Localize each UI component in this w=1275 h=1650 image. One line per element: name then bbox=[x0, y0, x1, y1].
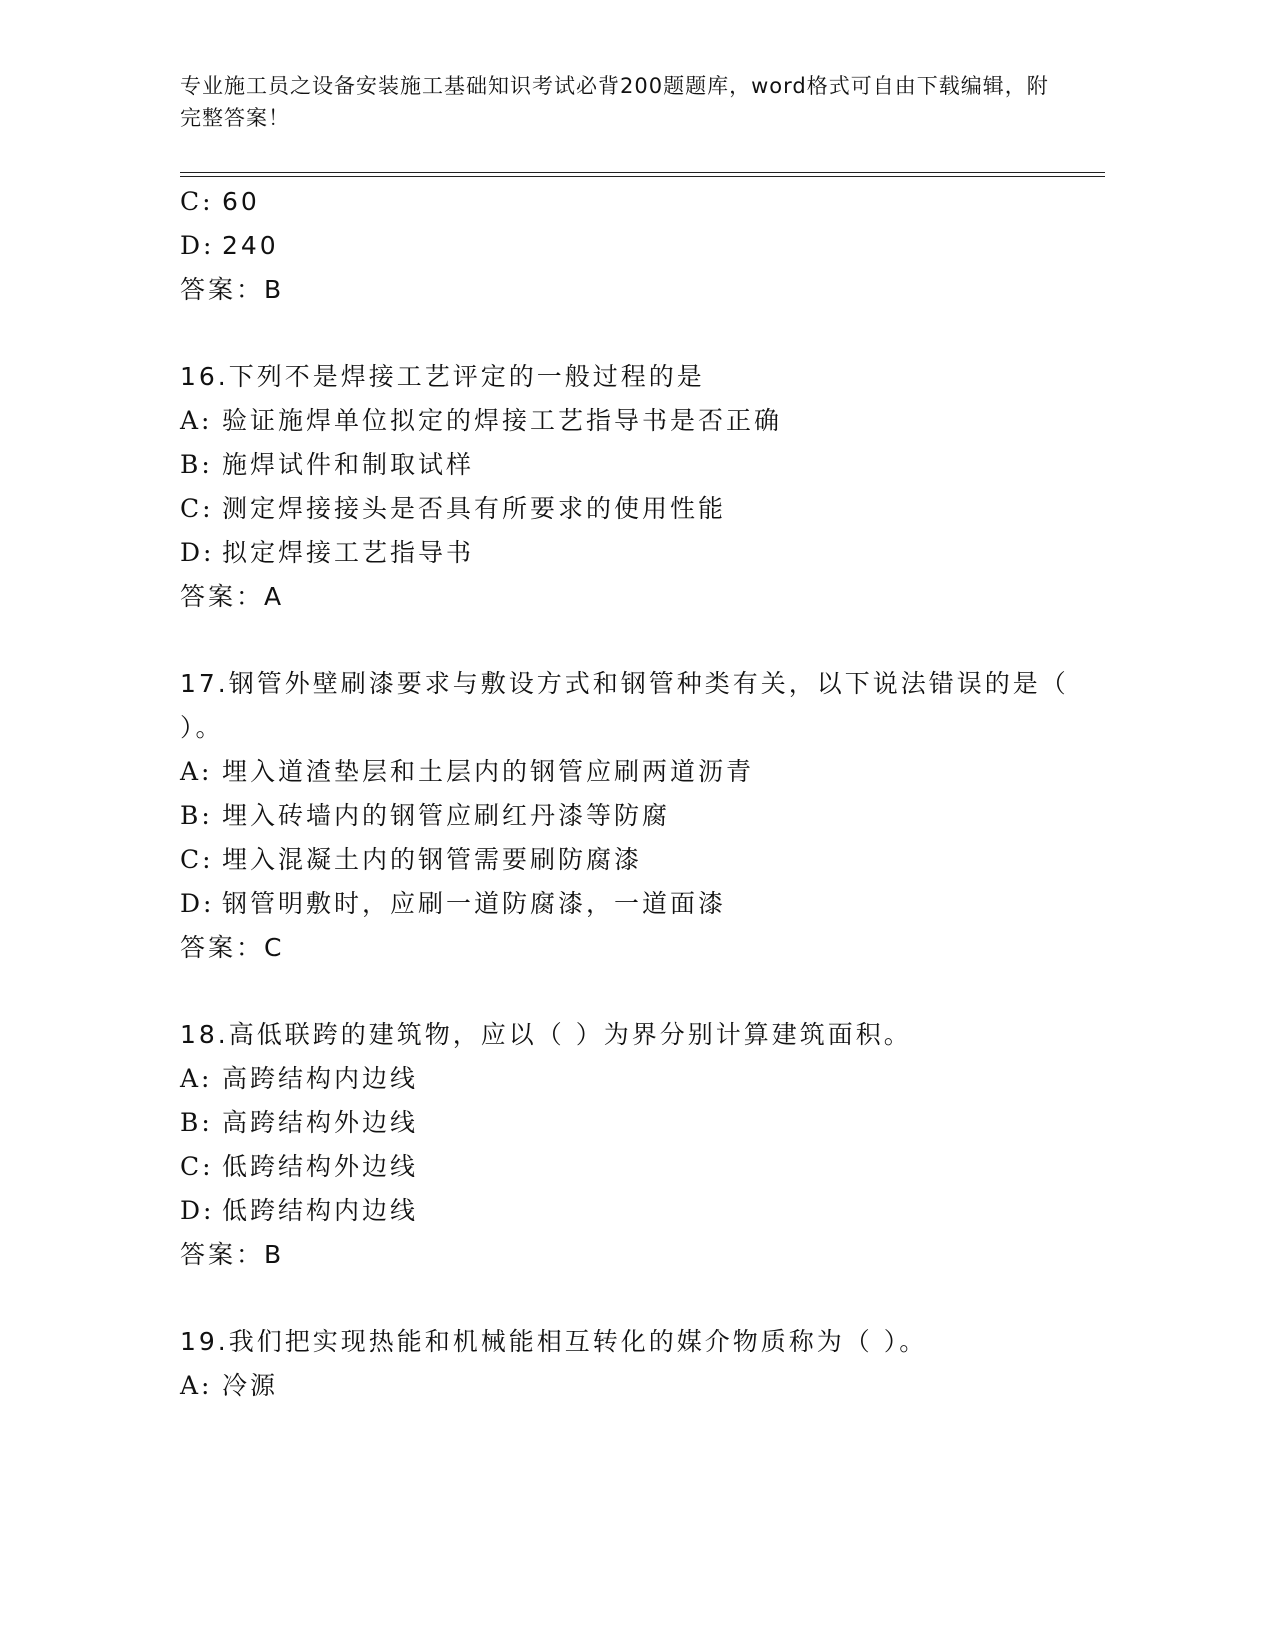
option-row bbox=[180, 1057, 1080, 1101]
option-row bbox=[180, 180, 1080, 224]
answer-line: 答案：B bbox=[180, 275, 285, 304]
option-row bbox=[180, 838, 1080, 882]
question-title: 17.钢管外壁刷漆要求与敷设方式和钢管种类有关，以下说法错误的是（ ）。 bbox=[180, 669, 1069, 742]
question-title: 18.高低联跨的建筑物，应以（ ）为界分别计算建筑面积。 bbox=[180, 1020, 912, 1049]
option-key: A: bbox=[180, 1371, 213, 1400]
option-key: D: bbox=[180, 538, 215, 567]
option-text: 埋入砖墙内的钢管应刷红丹漆等防腐 bbox=[222, 801, 671, 830]
option-text: 低跨结构外边线 bbox=[222, 1152, 419, 1181]
option-key: B: bbox=[180, 1108, 213, 1137]
document-header: 专业施工员之设备安装施工基础知识考试必背200题题库，word格式可自由下载编辑，附完整答案！ bbox=[180, 74, 1049, 130]
option-row bbox=[180, 443, 1080, 487]
option-row bbox=[180, 1364, 1080, 1408]
option-text: 验证施焊单位拟定的焊接工艺指导书是否正确 bbox=[222, 406, 783, 435]
option-key: A: bbox=[180, 406, 213, 435]
question-title: 16.下列不是焊接工艺评定的一般过程的是 bbox=[180, 362, 705, 391]
option-row bbox=[180, 1145, 1080, 1189]
option-key: C: bbox=[180, 1152, 214, 1181]
question-fragment bbox=[180, 180, 1080, 312]
option-key: C: bbox=[180, 494, 214, 523]
option-key: A: bbox=[180, 1064, 213, 1093]
option-key: B: bbox=[180, 801, 213, 830]
option-row bbox=[180, 882, 1080, 926]
option-key: A: bbox=[180, 757, 213, 786]
option-key: D: bbox=[180, 889, 215, 918]
option-text: 冷源 bbox=[222, 1371, 279, 1400]
option-row bbox=[180, 794, 1080, 838]
option-text: 埋入道渣垫层和土层内的钢管应刷两道沥青 bbox=[222, 757, 755, 786]
option-key: D: bbox=[180, 1196, 215, 1225]
option-row bbox=[180, 399, 1080, 443]
question-title: 19.我们把实现热能和机械能相互转化的媒介物质称为（ ）。 bbox=[180, 1327, 928, 1356]
option-key: B: bbox=[180, 450, 213, 479]
question-block bbox=[180, 1320, 1080, 1408]
question-block bbox=[180, 1013, 1080, 1277]
option-row bbox=[180, 531, 1080, 575]
option-key: D: bbox=[180, 231, 215, 260]
option-text: 埋入混凝土内的钢管需要刷防腐漆 bbox=[222, 845, 643, 874]
option-row bbox=[180, 487, 1080, 531]
option-text: 测定焊接接头是否具有所要求的使用性能 bbox=[222, 494, 727, 523]
option-text: 60 bbox=[222, 187, 260, 216]
option-text: 钢管明敷时，应刷一道防腐漆，一道面漆 bbox=[222, 889, 727, 918]
option-row bbox=[180, 1189, 1080, 1233]
answer-line: 答案：C bbox=[180, 933, 285, 962]
header-divider-top bbox=[180, 172, 1105, 173]
option-text: 施焊试件和制取试样 bbox=[222, 450, 475, 479]
option-key: C: bbox=[180, 187, 214, 216]
option-text: 高跨结构内边线 bbox=[222, 1064, 419, 1093]
header-divider-bottom bbox=[180, 176, 1105, 177]
question-block bbox=[180, 662, 1080, 970]
option-text: 240 bbox=[222, 231, 279, 260]
question-list bbox=[180, 180, 1080, 1408]
option-text: 拟定焊接工艺指导书 bbox=[222, 538, 475, 567]
answer-line: 答案：B bbox=[180, 1240, 285, 1269]
option-text: 高跨结构外边线 bbox=[222, 1108, 419, 1137]
option-row bbox=[180, 1101, 1080, 1145]
option-row bbox=[180, 750, 1080, 794]
option-row bbox=[180, 224, 1080, 268]
option-text: 低跨结构内边线 bbox=[222, 1196, 419, 1225]
option-key: C: bbox=[180, 845, 214, 874]
question-block bbox=[180, 355, 1080, 619]
answer-line: 答案：A bbox=[180, 582, 285, 611]
